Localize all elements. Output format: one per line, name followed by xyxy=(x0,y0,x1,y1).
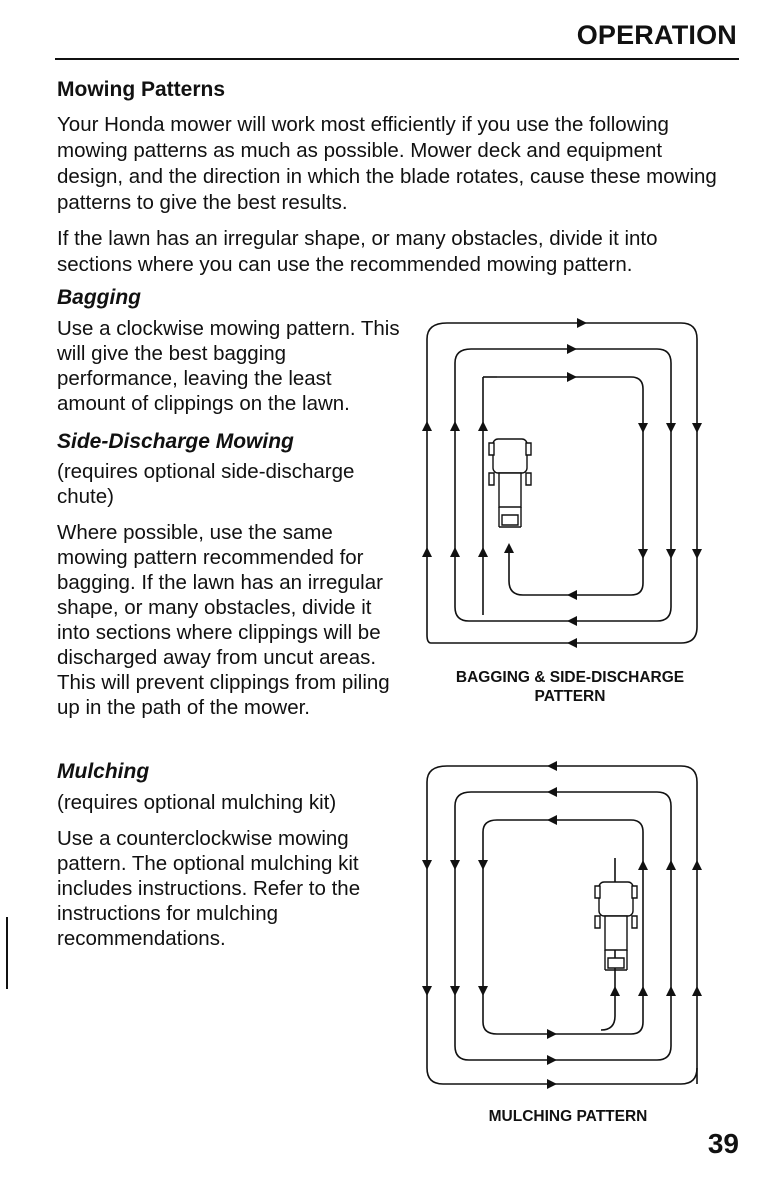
bagging-figure-caption xyxy=(420,668,720,706)
intro-paragraph-2: If the lawn has an irregular shape, or many obstacles, divide it into sections where you can use the recommended mowing pattern. xyxy=(57,227,658,276)
arrow-up-icon xyxy=(692,986,702,996)
lawn-mower-icon xyxy=(489,439,531,527)
lawn-mower-icon xyxy=(595,882,637,970)
arrow-left-icon xyxy=(547,815,557,825)
arrow-up-icon xyxy=(504,543,514,553)
mulching-pattern-diagram xyxy=(415,758,715,1093)
mowing-patterns-title: Mowing Patterns xyxy=(57,78,226,101)
arrow-down-icon xyxy=(478,860,488,870)
arrow-right-icon xyxy=(567,372,577,382)
arrow-right-icon xyxy=(577,318,587,328)
arrow-up-icon xyxy=(692,860,702,870)
arrow-down-icon xyxy=(450,860,460,870)
middle-loop-path xyxy=(455,349,671,621)
arrow-left-icon xyxy=(567,616,577,626)
arrow-down-icon xyxy=(638,423,648,433)
side-discharge-text: Where possible, use the same mowing pattern recommended for bagging. If the lawn has an irregular shape, or many obstacles, divide it into sections where clippings will be discharged away from uncut areas. This will prevent clippings from piling up in the path of the mower. xyxy=(57,521,390,719)
arrow-down-icon xyxy=(692,423,702,433)
arrow-down-icon xyxy=(638,549,648,559)
arrow-up-icon xyxy=(478,547,488,557)
outer-loop-path xyxy=(447,766,697,1084)
bagging-title: Bagging xyxy=(57,286,141,309)
arrow-down-icon xyxy=(450,986,460,996)
mulching-text: Use a counterclockwise mowing pattern. The optional mulching kit includes instructions. Refer to the instructions for mulching recommendations. xyxy=(57,827,361,950)
arrow-up-icon xyxy=(610,986,620,996)
arrow-down-icon xyxy=(422,860,432,870)
arrow-up-icon xyxy=(450,421,460,431)
arrow-left-icon xyxy=(567,638,577,648)
header-divider xyxy=(55,58,739,60)
arrow-up-icon xyxy=(666,986,676,996)
arrow-up-icon xyxy=(422,421,432,431)
side-discharge-note: (requires optional side-discharge chute) xyxy=(57,460,355,508)
arrow-right-icon xyxy=(547,1055,557,1065)
bagging-text: Use a clockwise mowing pattern. This will give the best bagging performance, leaving the least amount of clippings on the lawn. xyxy=(57,317,400,415)
arrow-down-icon xyxy=(692,549,702,559)
section-header: OPERATION xyxy=(576,20,737,50)
caption-line: PATTERN xyxy=(534,688,606,705)
margin-change-bar xyxy=(6,917,8,989)
arrow-right-icon xyxy=(567,344,577,354)
arrow-down-icon xyxy=(478,986,488,996)
intro-paragraph-1: Your Honda mower will work most efficiently if you use the following mowing patterns as much as possible. Mower deck and equipment design, and the direction in which the blade rotates, cause these mowing patterns to give the best results. xyxy=(57,113,717,214)
arrow-right-icon xyxy=(547,1079,557,1089)
arrow-down-icon xyxy=(666,423,676,433)
bagging-pattern-diagram xyxy=(415,315,715,660)
arrow-left-icon xyxy=(547,761,557,771)
middle-loop-path xyxy=(455,792,671,1060)
arrow-left-icon xyxy=(567,590,577,600)
caption-line: BAGGING & SIDE-DISCHARGE xyxy=(455,669,685,686)
arrow-up-icon xyxy=(638,860,648,870)
arrow-up-icon xyxy=(450,547,460,557)
side-discharge-title: Side-Discharge Mowing xyxy=(57,430,294,453)
mulching-note: (requires optional mulching kit) xyxy=(57,791,337,814)
arrow-down-icon xyxy=(422,986,432,996)
arrow-up-icon xyxy=(422,547,432,557)
arrow-up-icon xyxy=(638,986,648,996)
arrow-right-icon xyxy=(547,1029,557,1039)
mulching-figure-caption: MULCHING PATTERN xyxy=(488,1108,648,1125)
arrow-left-icon xyxy=(547,787,557,797)
arrow-down-icon xyxy=(666,549,676,559)
arrow-up-icon xyxy=(666,860,676,870)
mulching-title: Mulching xyxy=(57,760,150,783)
page-number: 39 xyxy=(707,1128,739,1159)
arrow-up-icon xyxy=(478,421,488,431)
